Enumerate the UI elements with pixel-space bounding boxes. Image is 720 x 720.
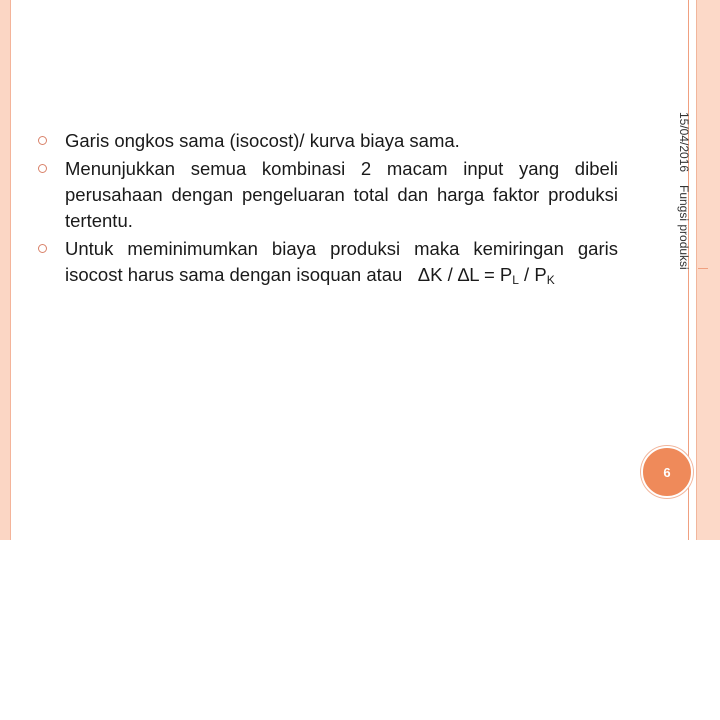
right-decor-edge [696,0,697,540]
bullet-text: Untuk meminimumkan biaya produksi maka kemiringan garis isocost harus sama dengan isoquan atau [65,238,618,285]
bullet-item-2 [38,156,618,234]
bullet-circle-icon [38,164,47,173]
bullet-circle-icon [38,136,47,145]
side-date: 15/04/2016 [677,112,691,173]
page-number: 6 [663,464,671,480]
bullet-item-1 [38,128,618,154]
bullet-circle-icon [38,244,47,253]
formula-sub-l: L [512,273,519,287]
formula-sub-k: K [546,273,555,287]
side-tick [698,268,708,269]
bullet-text: Garis ongkos sama (isocost)/ kurva biaya sama. [65,130,460,151]
slope-formula [407,264,554,285]
side-title: Fungsi produksi [677,185,691,270]
slide-content [38,128,618,295]
page-number-badge [641,446,693,498]
left-decor-bar [0,0,10,540]
formula-mid: / P [518,264,547,285]
formula-lhs: ΔK / ∆L = P [417,264,513,285]
left-decor-line [10,0,11,540]
bullet-item-3 [38,236,618,293]
bullet-text: Menunjukkan semua kombinasi 2 macam input yang dibeli perusahaan dengan pengeluaran total dan harga faktor produksi tertentu. [65,158,618,231]
right-decor-bar [696,0,720,540]
